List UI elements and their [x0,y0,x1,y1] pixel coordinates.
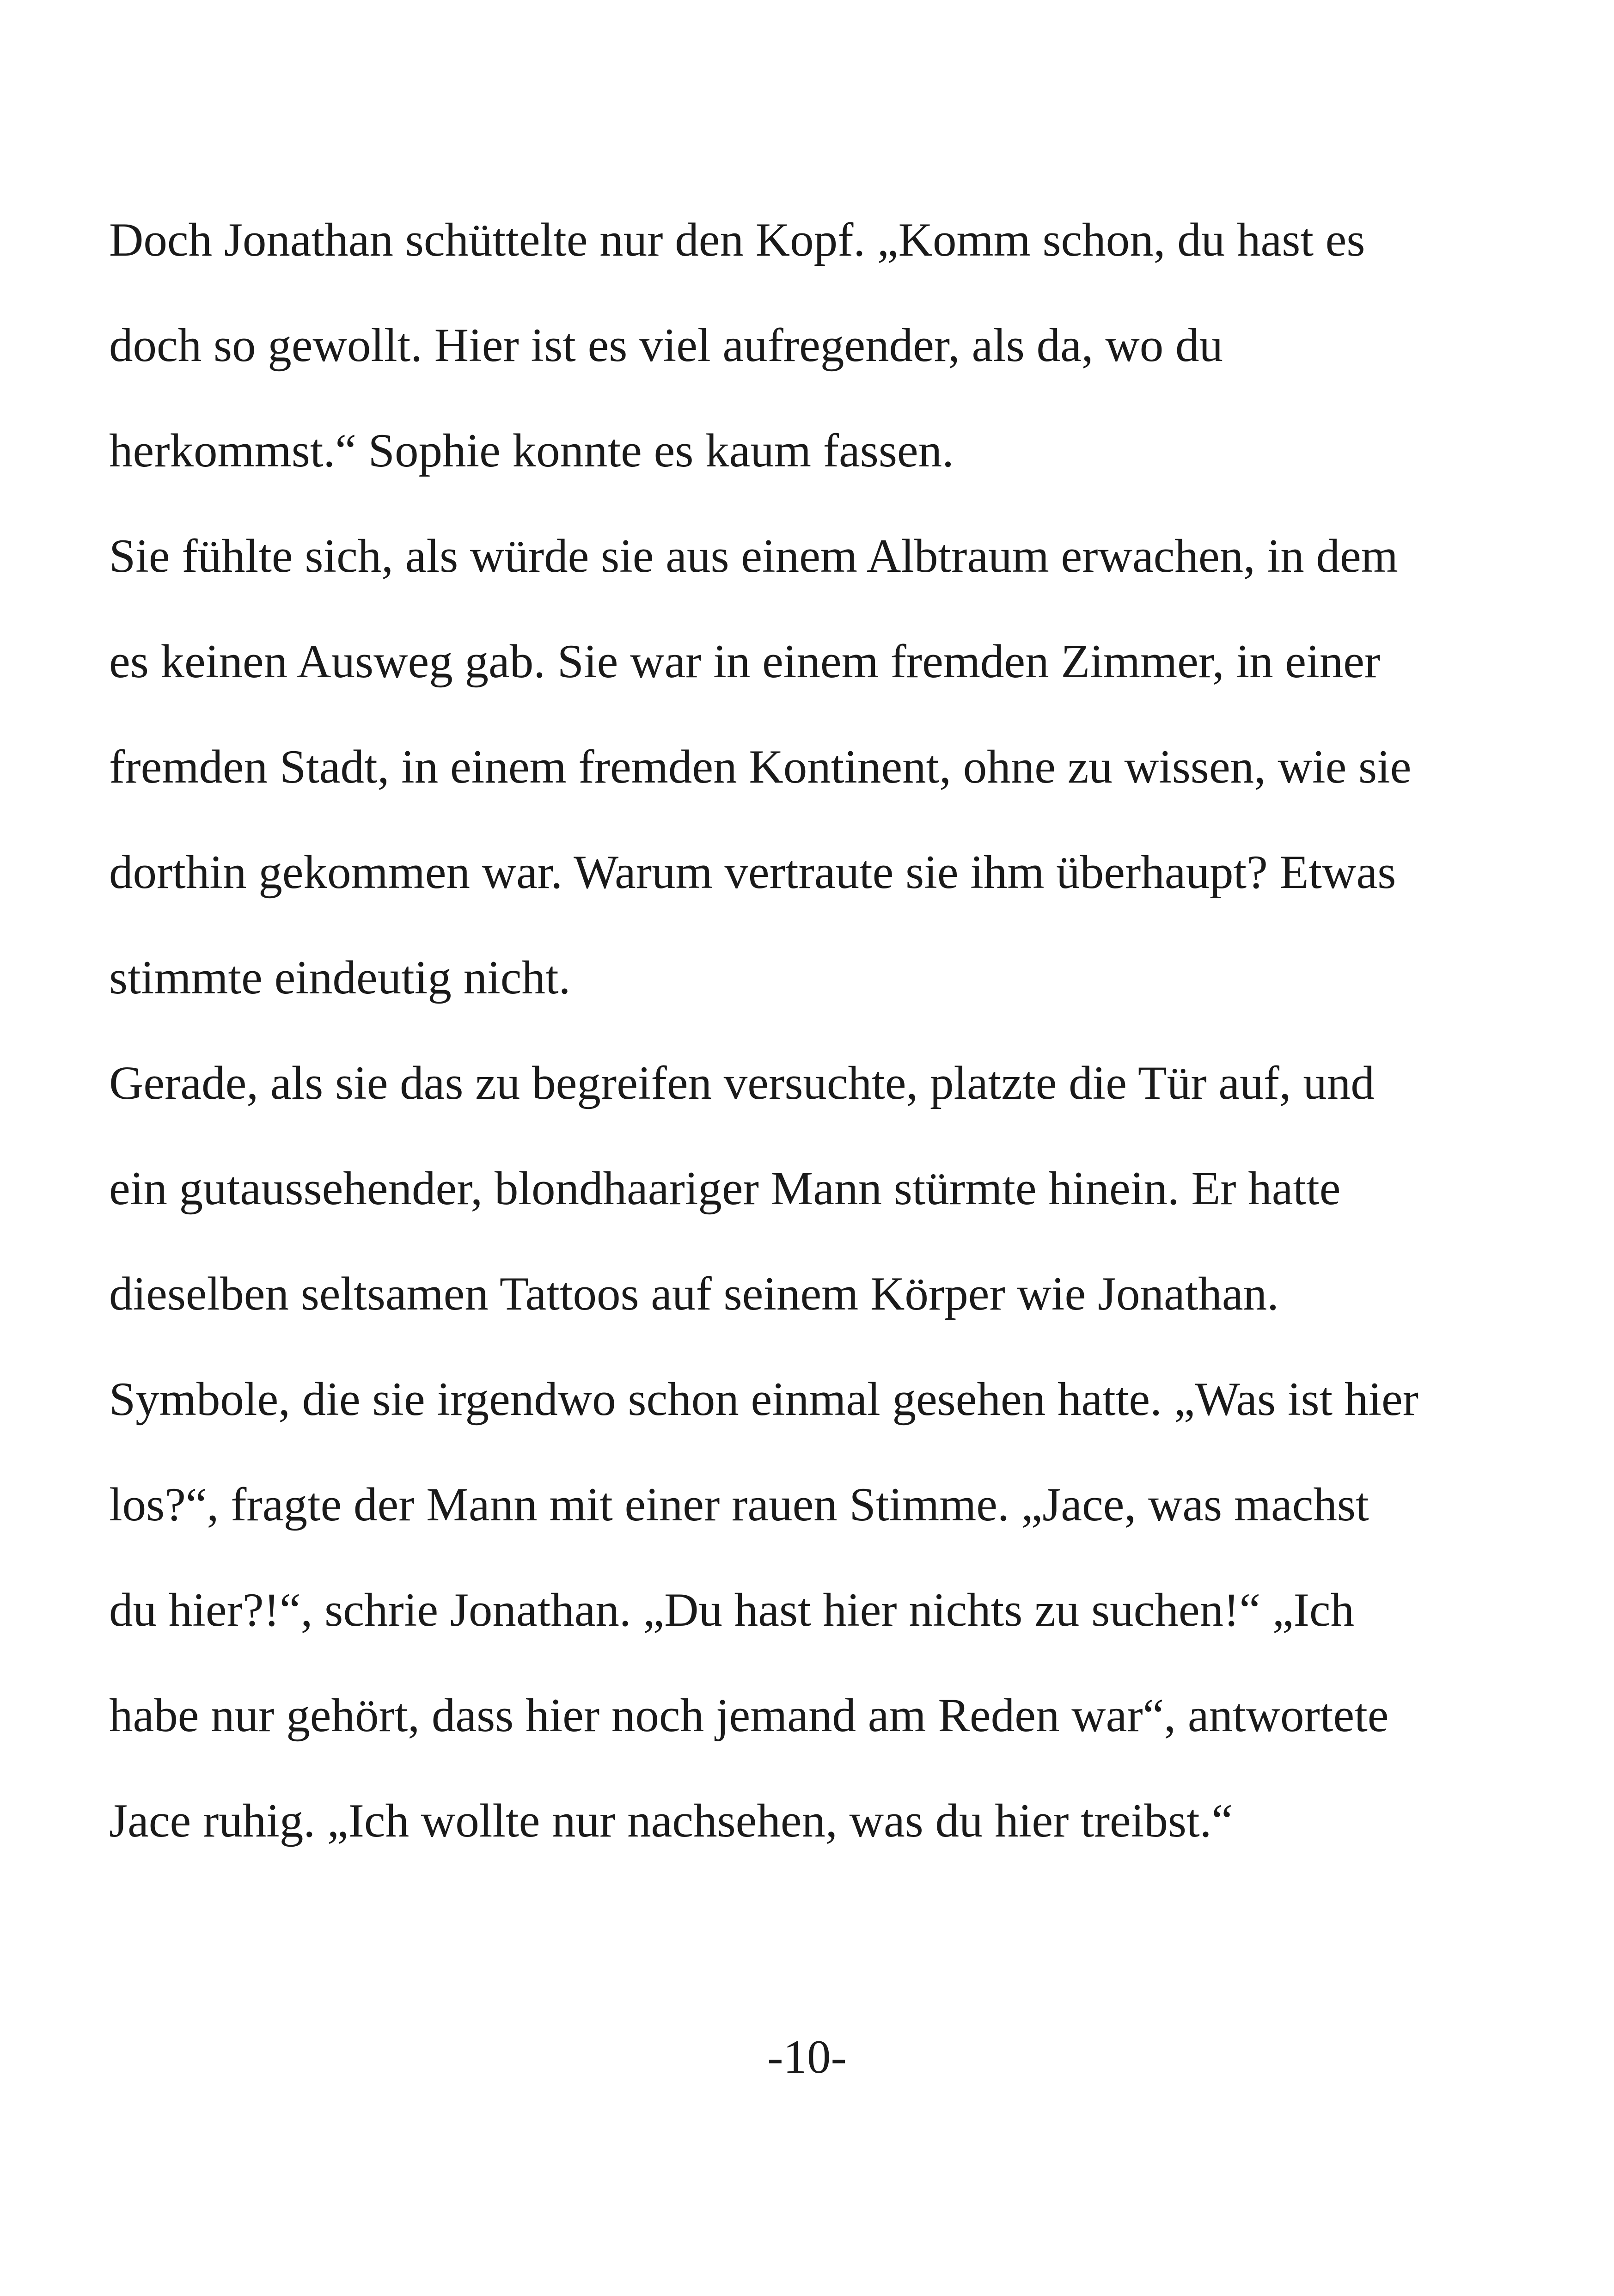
text-line: stimmte eindeutig nicht. [109,951,571,1004]
text-line: fremden Stadt, in einem fremden Kontinent, ohne zu wissen, wie sie [109,741,1412,793]
text-line: Jace ruhig. „Ich wollte nur nachsehen, was du hier treibst.“ [109,1794,1233,1847]
text-line: Sie fühlte sich, als würde sie aus einem Albtraum erwachen, in dem [109,530,1398,582]
text-line: Gerade, als sie das zu begreifen versuchte, platzte die Tür auf, und [109,1057,1375,1109]
text-line: Doch Jonathan schüttelte nur den Kopf. „Komm schon, du hast es [109,214,1365,266]
text-line: doch so gewollt. Hier ist es viel aufregender, als da, wo du [109,319,1223,372]
text-line: herkommst.“ Sophie konnte es kaum fassen. [109,424,954,477]
text-line: du hier?!“, schrie Jonathan. „Du hast hier nichts zu suchen!“ „Ich [109,1584,1355,1636]
text-line: es keinen Ausweg gab. Sie war in einem fremden Zimmer, in einer [109,635,1381,688]
text-line: ein gutaussehender, blondhaariger Mann stürmte hinein. Er hatte [109,1162,1341,1215]
text-line: los?“, fragte der Mann mit einer rauen Stimme. „Jace, was machst [109,1478,1369,1531]
text-line: dorthin gekommen war. Warum vertraute sie ihm überhaupt? Etwas [109,846,1396,899]
text-line: habe nur gehört, dass hier noch jemand am Reden war“, antwortete [109,1689,1389,1742]
text-line: dieselben seltsamen Tattoos auf seinem Körper wie Jonathan. [109,1267,1279,1320]
text-line: Symbole, die sie irgendwo schon einmal gesehen hatte. „Was ist hier [109,1373,1419,1426]
page-number: -10- [767,2031,847,2083]
body-text [109,187,1523,1874]
